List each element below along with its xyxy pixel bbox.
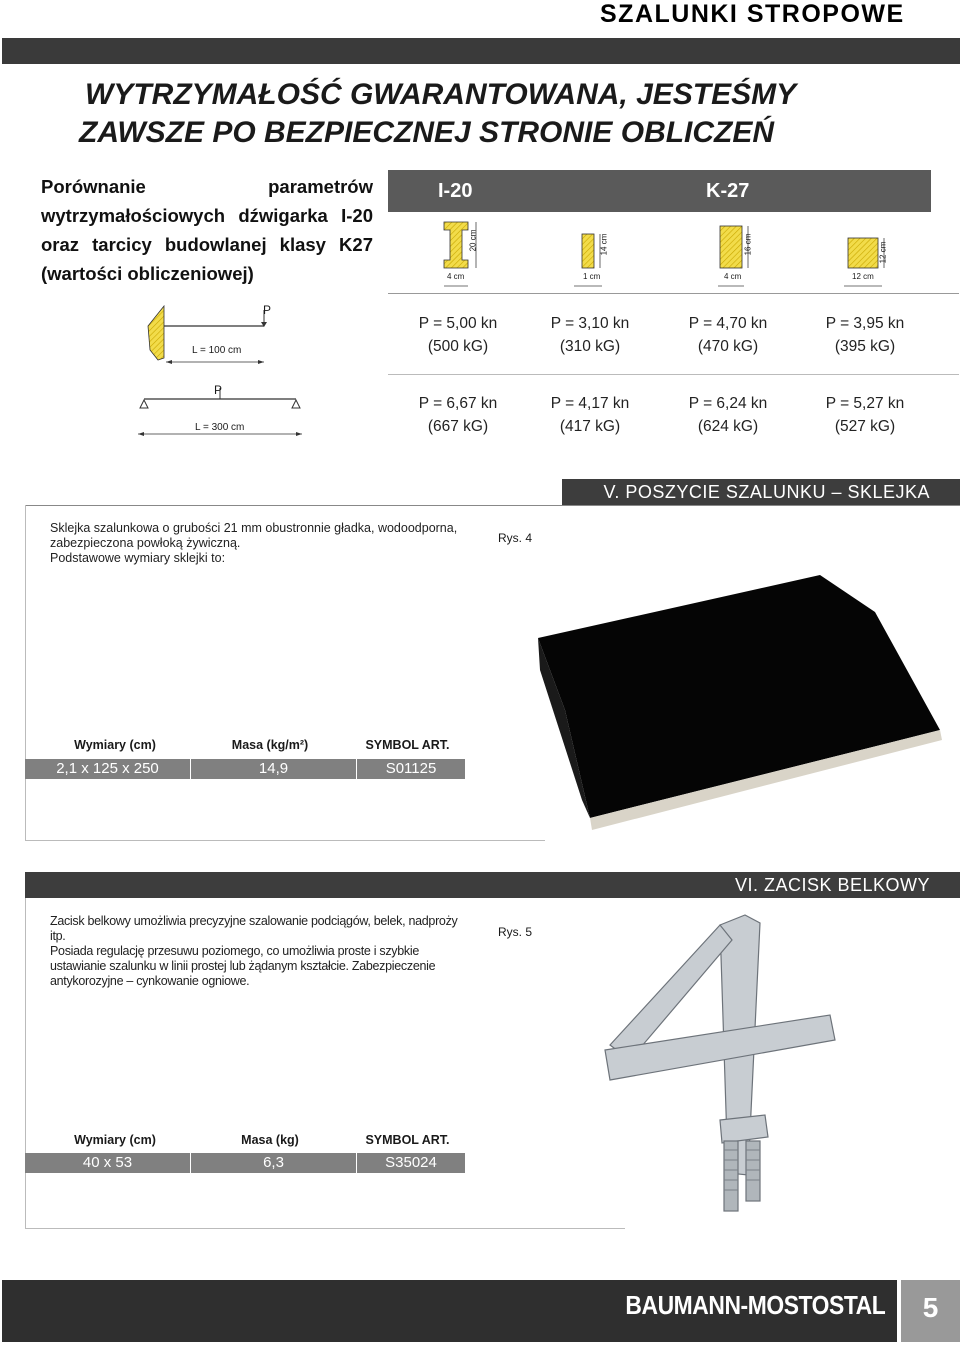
case-divider (388, 374, 959, 375)
section5-header-symbol: SYMBOL ART. (365, 738, 450, 752)
profile-width-4: 12 cm (852, 272, 874, 281)
profile-height-4: 12 cm (878, 241, 888, 264)
section5-table-row (25, 759, 465, 779)
case1-kg-4: (395 kG) (834, 338, 896, 355)
case1-kg-2: (310 kG) (559, 338, 621, 355)
section5-left-border (25, 505, 26, 840)
case1-cell-1 (398, 312, 518, 358)
case2-span-label: L = 300 cm (195, 422, 245, 433)
section5-symbol-value: S01125 (385, 760, 437, 777)
case2-kn-1: P = 6,67 kn (418, 395, 498, 412)
case2-cell-4 (805, 392, 925, 438)
section6-dimensions-value: 40 x 53 (82, 1154, 133, 1171)
case1-kg-3: (470 kG) (697, 338, 759, 355)
section6-description-line-4: antykorozyjne – cynkowanie ogniowe. (50, 974, 250, 988)
case1-span-label: L = 100 cm (192, 345, 242, 356)
cantilever-diagram-icon (140, 300, 280, 370)
beam-clamp-image (570, 905, 870, 1225)
case2-cell-1 (398, 392, 518, 438)
case2-load-label: P (214, 383, 223, 397)
case1-kn-4: P = 3,95 kn (825, 315, 905, 332)
figure5-label: Rys. 5 (498, 925, 533, 939)
section5-rule (25, 505, 960, 506)
case1-load-label: P (263, 303, 272, 317)
case2-kg-3: (624 kG) (697, 418, 759, 435)
page-number: 5 (901, 1280, 960, 1342)
section5-description (50, 521, 480, 566)
profile-width-1: 4 cm (447, 272, 465, 281)
section5-header-dimensions: Wymiary (cm) (74, 738, 156, 752)
section6-header-mass: Masa (kg) (241, 1133, 299, 1147)
section6-title: VI. ZACISK BELKOWY (25, 872, 960, 898)
section6-left-border (25, 898, 26, 1228)
profile-icons (388, 212, 960, 294)
section5-subtitle: Podstawowe wymiary sklejki to: (50, 551, 226, 565)
main-title-line-1: WYTRZYMAŁOŚĆ GWARANTOWANA, JESTEŚMY (85, 78, 797, 111)
section6-description-line-2: Posiada regulację przesuwu poziomego, co umożliwia proste i szybkie (50, 944, 419, 958)
section6-symbol-value: S35024 (385, 1154, 437, 1171)
section5-mass-value: 14,9 (258, 760, 289, 777)
i20-header: I-20 (438, 180, 473, 202)
case1-cell-2 (530, 312, 650, 358)
section5-header-mass: Masa (kg/m²) (231, 738, 309, 752)
case1-cell-3 (668, 312, 788, 358)
header-bar (2, 38, 960, 64)
profile-width-3: 4 cm (724, 272, 742, 281)
case1-kn-3: P = 4,70 kn (688, 315, 768, 332)
case2-kg-2: (417 kG) (559, 418, 621, 435)
footer-brand: BAUMANN-MOSTOSTAL (625, 1290, 885, 1320)
section5-bottom-rule (25, 840, 545, 841)
section5-dimensions-value: 2,1 x 125 x 250 (56, 760, 159, 777)
case2-kg-4: (527 kG) (834, 418, 896, 435)
case2-kg-1: (667 kG) (427, 418, 489, 435)
profile-width-2: 1 cm (583, 272, 601, 281)
section5-description-line-2: zabezpieczona powłoką żywiczną. (50, 536, 241, 550)
figure4-label: Rys. 4 (498, 531, 533, 545)
icon-divider (388, 293, 959, 294)
section5-table-header (25, 738, 465, 758)
case1-kg-1: (500 kG) (427, 338, 489, 355)
section6-table-row (25, 1153, 465, 1173)
section5-description-line-1: Sklejka szalunkowa o grubości 21 mm obustronnie gładka, wodoodporna, (50, 521, 458, 535)
case2-kn-4: P = 5,27 kn (825, 395, 905, 412)
case2-kn-3: P = 6,24 kn (688, 395, 768, 412)
section5-title: V. POSZYCIE SZALUNKU – SKLEJKA (562, 479, 960, 505)
case2-cell-3 (668, 392, 788, 438)
profile-height-1: 20 cm (468, 229, 478, 252)
section6-header-symbol: SYMBOL ART. (365, 1133, 450, 1147)
section6-bottom-rule (25, 1228, 625, 1229)
case2-kn-2: P = 4,17 kn (550, 395, 630, 412)
case2-cell-2 (530, 392, 650, 438)
comparison-text: Porównanie parametrów wytrzymałościowych dźwigarka I-20 oraz tarcicy budowlanej klasy K27 (wartości obliczeniowej) (41, 176, 373, 284)
page-header-title: SZALUNKI STROPOWE (600, 0, 905, 28)
section6-description (50, 914, 473, 989)
section6-table-header (25, 1133, 465, 1153)
section6-description-line-1: Zacisk belkowy umożliwia precyzyjne szalowanie podciągów, belek, nadproży itp. (50, 914, 458, 943)
profile-height-3: 16 cm (743, 233, 753, 256)
case1-kn-2: P = 3,10 kn (550, 315, 630, 332)
case1-cell-4 (805, 312, 925, 358)
case1-kn-1: P = 5,00 kn (418, 315, 498, 332)
section6-description-line-3: ustawianie szalunku w linii prostej lub żądanym kształcie. Zabezpieczenie (50, 959, 436, 973)
k27-header: K-27 (706, 180, 750, 202)
plywood-sheet-image (520, 560, 950, 840)
section6-mass-value: 6,3 (263, 1154, 284, 1171)
main-title-line-2: ZAWSZE PO BEZPIECZNEJ STRONIE OBLICZEŃ (79, 116, 775, 149)
main-title (79, 76, 797, 152)
section6-header-dimensions: Wymiary (cm) (74, 1133, 156, 1147)
profile-height-2: 14 cm (599, 233, 609, 256)
